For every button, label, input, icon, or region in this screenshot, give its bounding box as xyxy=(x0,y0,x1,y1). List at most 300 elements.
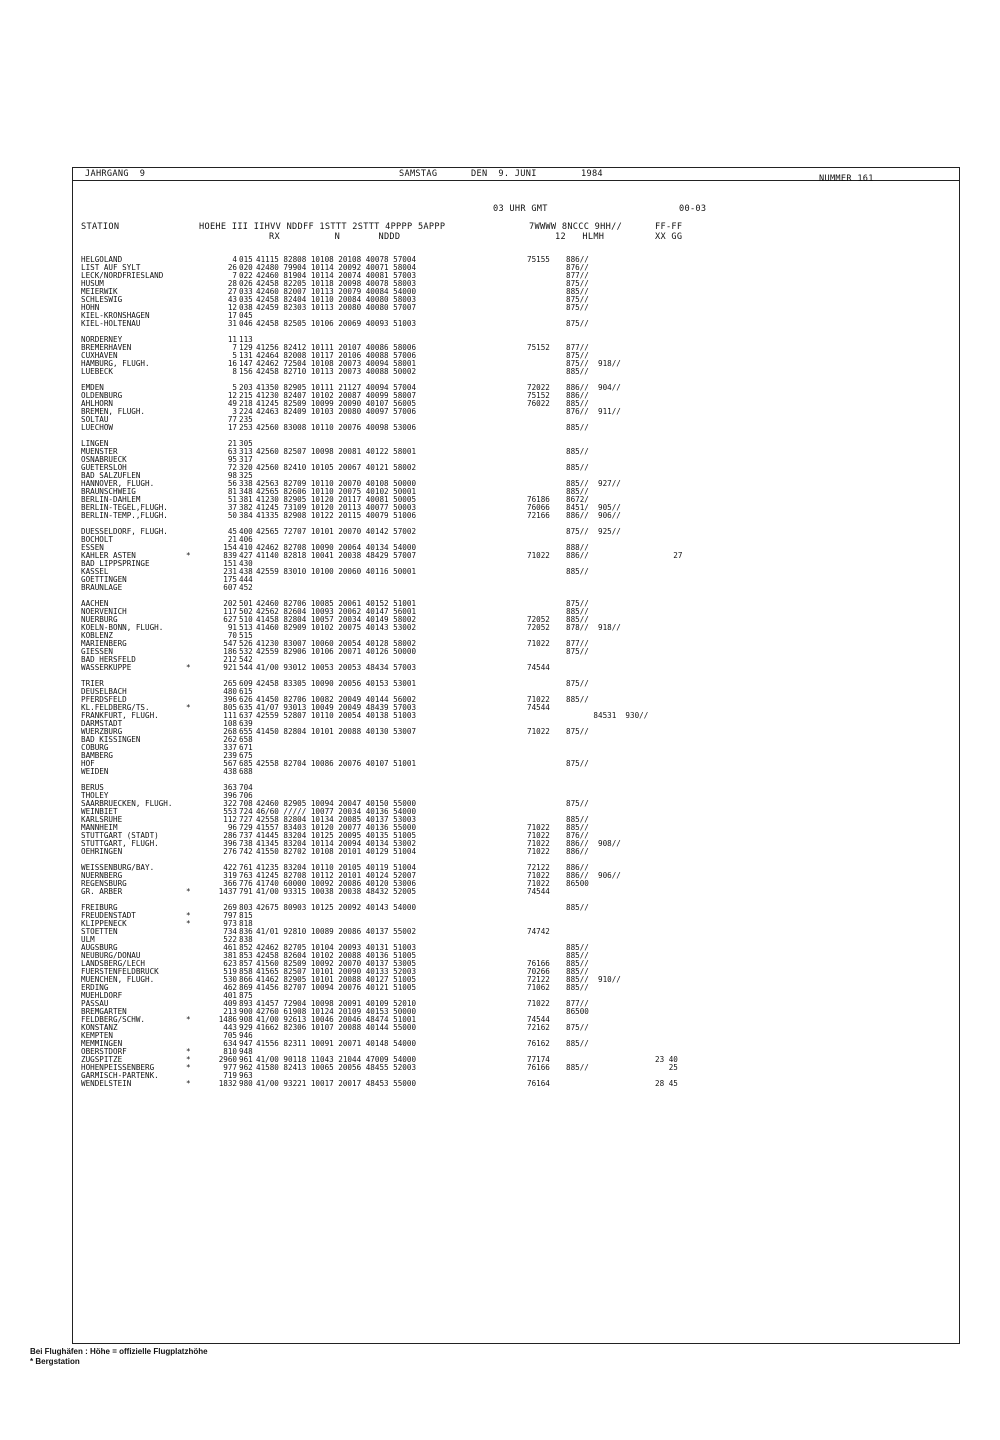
cloud-group: 877// xyxy=(566,639,589,648)
station-id: 203 xyxy=(239,383,253,392)
station-name: KAHLER ASTEN xyxy=(81,551,136,560)
station-name: MUEHLDORF xyxy=(81,991,123,1000)
station-name: STOETTEN xyxy=(81,927,118,936)
station-name: LUEBECK xyxy=(81,367,114,376)
station-name: MARIENBERG xyxy=(81,639,127,648)
synop-groups: 41/00 93315 10038 20038 48432 52005 xyxy=(256,887,417,896)
cloud-group: 878// 918// xyxy=(566,623,621,632)
station-name: KL.FELDBERG/TS. xyxy=(81,703,150,712)
cloud-group: 885// xyxy=(566,423,589,432)
station-name: NUERBURG xyxy=(81,615,118,624)
station-height: 438 xyxy=(223,767,237,776)
station-height: 7 xyxy=(232,271,237,280)
station-name: KIEL-HOLTENAU xyxy=(81,319,141,328)
station-name: MEIERWIK xyxy=(81,287,118,296)
synop-groups: 41462 82905 10101 20088 40127 51005 xyxy=(256,975,417,984)
station-height: 1437 xyxy=(218,887,237,896)
station-id: 866 xyxy=(239,975,253,984)
cloud-group: 885// xyxy=(566,399,589,408)
synop-groups: 42562 82604 10093 20062 40147 56001 xyxy=(256,607,417,616)
station-height: 72 xyxy=(227,463,237,472)
station-name: WEIDEN xyxy=(81,767,109,776)
cloud-group: 875// xyxy=(566,647,589,656)
station-id: 708 xyxy=(239,799,253,808)
cloud-group: 8451/ 905// xyxy=(566,503,621,512)
weather-group: 77174 xyxy=(527,1055,550,1064)
group1-subheader: RX N NDDD xyxy=(269,232,401,242)
synop-groups: 41345 83204 10114 20094 40134 53002 xyxy=(256,839,417,848)
station-height: 530 xyxy=(223,975,237,984)
station-name: DEUSELBACH xyxy=(81,687,127,696)
weather-group: 71022 xyxy=(527,871,550,880)
weather-group: 72122 xyxy=(527,975,550,984)
station-id: 704 xyxy=(239,783,253,792)
cloud-group: 877// xyxy=(566,999,589,1008)
synop-groups: 41/00 92613 10046 20046 48474 51001 xyxy=(256,1015,417,1024)
weather-group: 72166 xyxy=(527,511,550,520)
synop-groups: 41350 82905 10111 21127 40094 57004 xyxy=(256,383,417,392)
weather-group: 76066 xyxy=(527,503,550,512)
station-height: 17 xyxy=(227,423,237,432)
station-height: 623 xyxy=(223,959,237,968)
cloud-group: 886// xyxy=(566,391,589,400)
station-name: GUETERSLOH xyxy=(81,463,127,472)
cloud-group: 875// xyxy=(566,303,589,312)
station-height: 108 xyxy=(223,719,237,728)
synop-groups: 42462 82708 10090 20064 40134 54000 xyxy=(256,543,417,552)
station-id: 637 xyxy=(239,711,253,720)
station-id: 338 xyxy=(239,479,253,488)
synop-groups: 41662 82306 10107 20088 40144 55000 xyxy=(256,1023,417,1032)
station-name: ZUGSPITZE xyxy=(81,1055,123,1064)
synop-groups: 41245 82708 10112 20101 40124 52007 xyxy=(256,871,417,880)
synop-groups: 42460 82706 10085 20061 40152 51001 xyxy=(256,599,417,608)
cloud-group: 876// xyxy=(566,263,589,272)
cloud-group: 875// xyxy=(566,319,589,328)
synop-groups: 42462 72504 10108 20073 40094 58001 xyxy=(256,359,417,368)
station-id: 626 xyxy=(239,695,253,704)
station-name: TRIER xyxy=(81,679,104,688)
station-name: KOBLENZ xyxy=(81,631,114,640)
date-label: DEN 9. JUNI xyxy=(471,169,537,179)
station-name: LIST AUF SYLT xyxy=(81,263,141,272)
station-height: 522 xyxy=(223,935,237,944)
synop-groups: 42560 82410 10105 20067 40121 58002 xyxy=(256,463,417,472)
station-name: HAMBURG, FLUGH. xyxy=(81,359,150,368)
station-id: 675 xyxy=(239,751,253,760)
station-id: 026 xyxy=(239,279,253,288)
station-id: 317 xyxy=(239,455,253,464)
station-id: 658 xyxy=(239,735,253,744)
synop-groups: 41560 82509 10092 20070 40137 53005 xyxy=(256,959,417,968)
weather-group: 75152 xyxy=(527,343,550,352)
station-id: 857 xyxy=(239,959,253,968)
station-name: SCHLESWIG xyxy=(81,295,123,304)
station-height: 839 xyxy=(223,551,237,560)
station-height: 45 xyxy=(227,527,237,536)
station-name: BOCHOLT xyxy=(81,535,114,544)
cloud-group: 885// xyxy=(566,487,589,496)
station-name: KONSTANZ xyxy=(81,1023,118,1032)
cloud-group: 875// xyxy=(566,799,589,808)
cloud-group: 84531 930// xyxy=(566,711,649,720)
station-id: 382 xyxy=(239,503,253,512)
station-height: 607 xyxy=(223,583,237,592)
station-id: 742 xyxy=(239,847,253,856)
station-name: OBERSTDORF xyxy=(81,1047,127,1056)
station-height: 567 xyxy=(223,759,237,768)
station-id: 853 xyxy=(239,951,253,960)
synop-groups: 42463 82409 10103 20080 40097 57006 xyxy=(256,407,417,416)
station-height: 553 xyxy=(223,807,237,816)
synop-groups: 42460 82007 10113 20079 40084 54000 xyxy=(256,287,417,296)
station-height: 265 xyxy=(223,679,237,688)
cloud-group: 886// 906// xyxy=(566,511,621,520)
station-id: 544 xyxy=(239,663,253,672)
station-id: 685 xyxy=(239,759,253,768)
synop-groups: 41245 82509 10099 20090 40107 56005 xyxy=(256,399,417,408)
cloud-group: 875// xyxy=(566,295,589,304)
station-id: 946 xyxy=(239,1031,253,1040)
volume-label: JAHRGANG 9 xyxy=(85,169,146,179)
station-height: 396 xyxy=(223,839,237,848)
station-id: 838 xyxy=(239,935,253,944)
station-height: 269 xyxy=(223,903,237,912)
station-height: 117 xyxy=(223,607,237,616)
cloud-group: 885// xyxy=(566,1063,589,1072)
weather-group: 72162 xyxy=(527,1023,550,1032)
gust-group: 23 40 xyxy=(655,1055,678,1064)
station-id: 706 xyxy=(239,791,253,800)
synop-groups: 42458 82205 10118 20098 40078 58003 xyxy=(256,279,417,288)
station-height: 363 xyxy=(223,783,237,792)
synop-groups: 41556 82311 10091 20071 40148 54000 xyxy=(256,1039,417,1048)
station-name: NUERNBERG xyxy=(81,871,123,880)
station-name: BRAUNLAGE xyxy=(81,583,123,592)
station-height: 98 xyxy=(227,471,237,480)
station-height: 1486 xyxy=(218,1015,237,1024)
station-id: 961 xyxy=(239,1055,253,1064)
station-id: 671 xyxy=(239,743,253,752)
station-id: 020 xyxy=(239,263,253,272)
station-id: 737 xyxy=(239,831,253,840)
cloud-group: 885// xyxy=(566,463,589,472)
station-height: 151 xyxy=(223,559,237,568)
station-height: 396 xyxy=(223,791,237,800)
station-height: 5 xyxy=(232,351,237,360)
station-id: 532 xyxy=(239,647,253,656)
cloud-group: 86500 xyxy=(566,1007,589,1016)
gust-group: 25 xyxy=(655,1063,678,1072)
station-height: 519 xyxy=(223,967,237,976)
synop-groups: 42760 61908 10124 20109 40153 50000 xyxy=(256,1007,417,1016)
station-name: BAD KISSINGEN xyxy=(81,735,141,744)
station-id: 400 xyxy=(239,527,253,536)
station-height: 50 xyxy=(227,511,237,520)
synop-groups: 42464 82008 10117 20106 40088 57006 xyxy=(256,351,417,360)
cloud-group: 877// xyxy=(566,271,589,280)
weather-group: 74544 xyxy=(527,663,550,672)
station-name: KLIPPENECK xyxy=(81,919,127,928)
station-name: COBURG xyxy=(81,743,109,752)
synop-groups: 41740 60000 10092 20086 40120 53006 xyxy=(256,879,417,888)
station-name: FREIBURG xyxy=(81,903,118,912)
synop-groups: 41230 82905 10120 20117 40081 50005 xyxy=(256,495,417,504)
station-id: 639 xyxy=(239,719,253,728)
footnotes xyxy=(30,1347,208,1367)
station-name: MANNHEIM xyxy=(81,823,118,832)
cloud-group: 885// xyxy=(566,967,589,976)
station-id: 502 xyxy=(239,607,253,616)
synop-groups: 41245 73109 10120 20113 40077 50003 xyxy=(256,503,417,512)
station-id: 729 xyxy=(239,823,253,832)
station-height: 1832 xyxy=(218,1079,237,1088)
station-height: 5 xyxy=(232,383,237,392)
station-height: 401 xyxy=(223,991,237,1000)
station-id: 438 xyxy=(239,567,253,576)
station-height: 462 xyxy=(223,983,237,992)
station-name: PASSAU xyxy=(81,999,109,1008)
station-height: 805 xyxy=(223,703,237,712)
weather-group: 76164 xyxy=(527,1079,550,1088)
synop-groups: 41115 82808 10108 20108 40078 57004 xyxy=(256,255,417,264)
station-id: 515 xyxy=(239,631,253,640)
cloud-group: 886// 906// xyxy=(566,871,621,880)
station-id: 609 xyxy=(239,679,253,688)
cloud-group: 885// 927// xyxy=(566,479,621,488)
station-id: 015 xyxy=(239,255,253,264)
station-name: DARMSTADT xyxy=(81,719,123,728)
footnote-mountain: * Bergstation xyxy=(30,1357,80,1366)
weather-group: 71022 xyxy=(527,831,550,840)
cloud-group: 877// xyxy=(566,343,589,352)
station-height: 239 xyxy=(223,751,237,760)
station-name: HELGOLAND xyxy=(81,255,123,264)
mountain-marker: * xyxy=(186,1055,191,1064)
station-id: 635 xyxy=(239,703,253,712)
station-height: 480 xyxy=(223,687,237,696)
station-name: BREMGARTEN xyxy=(81,1007,127,1016)
station-id: 253 xyxy=(239,423,253,432)
station-name: HOHENPEISSENBERG xyxy=(81,1063,155,1072)
weather-group: 74742 xyxy=(527,927,550,936)
station-name: WEISSENBURG/BAY. xyxy=(81,863,155,872)
cloud-group: 875// xyxy=(566,727,589,736)
cloud-group: 876// xyxy=(566,831,589,840)
station-id: 875 xyxy=(239,991,253,1000)
station-name: LUECHOW xyxy=(81,423,114,432)
weather-group: 74544 xyxy=(527,887,550,896)
synop-groups: 41557 83403 10120 20077 40136 55000 xyxy=(256,823,417,832)
station-name: SOLTAU xyxy=(81,415,109,424)
station-name: DUESSELDORF, FLUGH. xyxy=(81,527,168,536)
station-name: KEMPTEN xyxy=(81,1031,114,1040)
cloud-group: 888// xyxy=(566,543,589,552)
synop-groups: 42560 83008 10110 20076 40098 53006 xyxy=(256,423,417,432)
station-name: GOETTINGEN xyxy=(81,575,127,584)
cloud-group: 886// xyxy=(566,847,589,856)
station-height: 2960 xyxy=(218,1055,237,1064)
station-name: SAARBRUECKEN, FLUGH. xyxy=(81,799,173,808)
mountain-marker: * xyxy=(186,551,191,560)
station-id: 035 xyxy=(239,295,253,304)
station-height: 719 xyxy=(223,1071,237,1080)
station-name: FUERSTENFELDBRUCK xyxy=(81,967,159,976)
station-id: 325 xyxy=(239,471,253,480)
weather-group: 72022 xyxy=(527,383,550,392)
station-name: LECK/NORDFRIESLAND xyxy=(81,271,164,280)
cloud-group: 885// xyxy=(566,695,589,704)
synop-groups: 41335 82908 10122 20115 40079 51006 xyxy=(256,511,417,520)
station-height: 443 xyxy=(223,1023,237,1032)
cloud-group: 885// 910// xyxy=(566,975,621,984)
cloud-group: 885// xyxy=(566,287,589,296)
weather-group: 75152 xyxy=(527,391,550,400)
synop-groups: 42458 82505 10106 20069 40093 51003 xyxy=(256,319,417,328)
synop-groups: 41/00 93221 10017 20017 48453 55000 xyxy=(256,1079,417,1088)
station-name: ESSEN xyxy=(81,543,104,552)
station-id: 815 xyxy=(239,911,253,920)
report-sheet xyxy=(72,167,960,1344)
station-name: STUTTGART, FLUGH. xyxy=(81,839,159,848)
station-id: 384 xyxy=(239,511,253,520)
station-name: AACHEN xyxy=(81,599,109,608)
weather-group: 71022 xyxy=(527,999,550,1008)
station-name: KARLSRUHE xyxy=(81,815,123,824)
station-id: 427 xyxy=(239,551,253,560)
synop-groups: 42462 82705 10104 20093 40131 51003 xyxy=(256,943,417,952)
station-height: 286 xyxy=(223,831,237,840)
station-name: OEHRINGEN xyxy=(81,847,123,856)
synop-groups: 42559 83010 10100 20060 40116 50001 xyxy=(256,567,417,576)
synop-groups: 42563 82709 10110 20070 40108 50000 xyxy=(256,479,417,488)
weather-group: 71022 xyxy=(527,695,550,704)
station-name: GARMISCH-PARTENK. xyxy=(81,1071,159,1080)
gust-group: 27 xyxy=(655,551,683,560)
station-name: BERLIN-TEGEL,FLUGH. xyxy=(81,503,168,512)
mountain-marker: * xyxy=(186,1047,191,1056)
synop-groups: 41445 83204 10125 20095 40135 51005 xyxy=(256,831,417,840)
station-name: HUSUM xyxy=(81,279,104,288)
mountain-marker: * xyxy=(186,919,191,928)
station-height: 111 xyxy=(223,711,237,720)
station-id: 858 xyxy=(239,967,253,976)
cloud-group: 885// xyxy=(566,607,589,616)
station-id: 818 xyxy=(239,919,253,928)
station-id: 526 xyxy=(239,639,253,648)
mountain-marker: * xyxy=(186,1063,191,1072)
cloud-group: 875// xyxy=(566,351,589,360)
station-id: 381 xyxy=(239,495,253,504)
station-column-header: STATION xyxy=(81,222,120,232)
station-height: 4 xyxy=(232,255,237,264)
weather-group: 76166 xyxy=(527,1063,550,1072)
weather-group: 71022 xyxy=(527,727,550,736)
station-id: 022 xyxy=(239,271,253,280)
station-id: 131 xyxy=(239,351,253,360)
cloud-group: 86500 xyxy=(566,879,589,888)
weather-group: 76022 xyxy=(527,399,550,408)
group2-subheader: 12 HLMH xyxy=(555,232,605,242)
mountain-marker: * xyxy=(186,663,191,672)
station-name: BRAUNSCHWEIG xyxy=(81,487,136,496)
cloud-group: 885// xyxy=(566,983,589,992)
station-height: 51 xyxy=(227,495,237,504)
weather-group: 71062 xyxy=(527,983,550,992)
cloud-group: 875// xyxy=(566,1023,589,1032)
station-height: 16 xyxy=(227,359,237,368)
station-name: ULM xyxy=(81,935,95,944)
synop-groups: 41565 82507 10101 20090 40133 52003 xyxy=(256,967,417,976)
station-id: 113 xyxy=(239,335,253,344)
station-name: BREMEN, FLUGH. xyxy=(81,407,146,416)
station-id: 869 xyxy=(239,983,253,992)
station-height: 96 xyxy=(227,823,237,832)
station-id: 908 xyxy=(239,1015,253,1024)
station-height: 112 xyxy=(223,815,237,824)
station-height: 634 xyxy=(223,1039,237,1048)
station-id: 510 xyxy=(239,615,253,624)
synop-groups: 41230 82407 10102 20087 40099 58007 xyxy=(256,391,417,400)
mountain-marker: * xyxy=(186,887,191,896)
cloud-group: 875// xyxy=(566,679,589,688)
synop-groups: 42675 80903 10125 20092 40143 54000 xyxy=(256,903,417,912)
station-id: 763 xyxy=(239,871,253,880)
station-height: 8 xyxy=(232,367,237,376)
station-id: 803 xyxy=(239,903,253,912)
cloud-group: 886// xyxy=(566,551,589,560)
station-id: 218 xyxy=(239,399,253,408)
cloud-group: 886// 904// xyxy=(566,383,621,392)
station-height: 409 xyxy=(223,999,237,1008)
group3-column-header: FF-FF xyxy=(655,222,683,232)
station-id: 836 xyxy=(239,927,253,936)
station-name: OSNABRUECK xyxy=(81,455,127,464)
station-height: 154 xyxy=(223,543,237,552)
station-id: 501 xyxy=(239,599,253,608)
synop-groups: 41460 82909 10102 20075 40143 53002 xyxy=(256,623,417,632)
station-height: 81 xyxy=(227,487,237,496)
weather-group: 71022 xyxy=(527,847,550,856)
station-height: 49 xyxy=(227,399,237,408)
weather-group: 74544 xyxy=(527,703,550,712)
weather-group: 75155 xyxy=(527,255,550,264)
station-name: WENDELSTEIN xyxy=(81,1079,132,1088)
station-id: 046 xyxy=(239,319,253,328)
cloud-group: 875// 918// xyxy=(566,359,621,368)
station-height: 547 xyxy=(223,639,237,648)
synop-groups: 42458 82404 10110 20084 40080 58003 xyxy=(256,295,417,304)
weather-group: 76186 xyxy=(527,495,550,504)
station-name: BERLIN-DAHLEM xyxy=(81,495,141,504)
station-id: 776 xyxy=(239,879,253,888)
station-name: HOHN xyxy=(81,303,100,312)
cloud-group: 886// xyxy=(566,255,589,264)
synop-groups: 41140 82818 10041 20038 48429 57007 xyxy=(256,551,417,560)
synop-groups: 46/60 ///// 10077 20034 40136 54000 xyxy=(256,807,417,816)
station-height: 27 xyxy=(227,287,237,296)
cloud-group: 885// xyxy=(566,815,589,824)
station-id: 761 xyxy=(239,863,253,872)
cloud-group: 8672/ xyxy=(566,495,589,504)
station-height: 56 xyxy=(227,479,237,488)
station-name: LINGEN xyxy=(81,439,109,448)
station-name: PFERDSFELD xyxy=(81,695,127,704)
station-name: GIESSEN xyxy=(81,647,114,656)
station-name: FELDBERG/SCHW. xyxy=(81,1015,146,1024)
station-id: 963 xyxy=(239,1071,253,1080)
station-height: 921 xyxy=(223,663,237,672)
